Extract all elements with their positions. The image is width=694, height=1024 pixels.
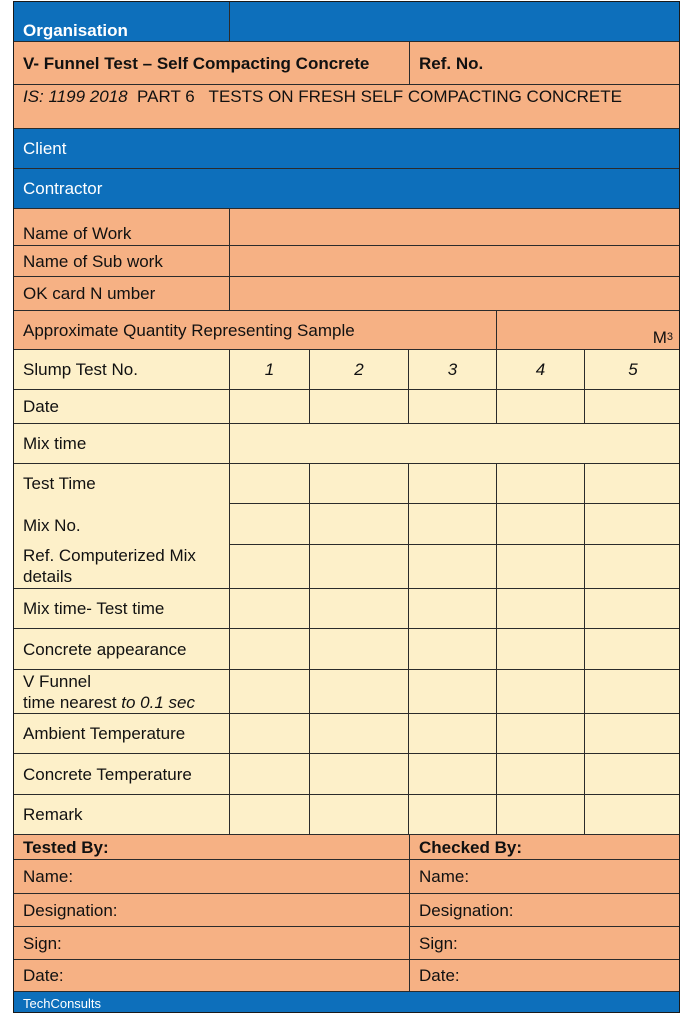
contractor-label: Contractor — [23, 179, 103, 198]
ok-card-label: OK card N umber — [14, 277, 230, 310]
mix-time-value[interactable] — [230, 424, 680, 463]
v-funnel-line2 — [23, 692, 229, 713]
v-funnel-cell[interactable] — [230, 670, 310, 713]
unit-superscript: 3 — [666, 331, 673, 343]
ambient-temp-cell[interactable] — [585, 714, 680, 753]
name-of-work-row — [14, 209, 680, 246]
v-funnel-cell[interactable] — [585, 670, 680, 713]
signoff-header-row — [14, 835, 680, 860]
mix-no-cell[interactable] — [409, 504, 497, 544]
mix-minus-test-cell[interactable] — [310, 589, 409, 628]
appearance-cell[interactable] — [230, 629, 310, 669]
signoff-designation-row — [14, 894, 680, 927]
test-number-3: 3 — [409, 350, 497, 389]
remark-label: Remark — [14, 795, 230, 834]
remark-row — [14, 795, 680, 835]
concrete-temp-cell[interactable] — [585, 754, 680, 794]
mix-minus-test-cell[interactable] — [230, 589, 310, 628]
tested-by-designation[interactable]: Designation: — [14, 894, 410, 926]
tested-by-label: Tested By: — [14, 835, 410, 859]
remark-cell[interactable] — [230, 795, 310, 834]
client-row — [14, 129, 680, 169]
slump-test-label: Slump Test No. — [14, 350, 230, 389]
standard-row — [14, 85, 680, 129]
mix-time-row — [14, 424, 680, 464]
concrete-temp-label: Concrete Temperature — [14, 754, 230, 794]
test-time-cell[interactable] — [409, 464, 497, 503]
signoff-date-row — [14, 960, 680, 992]
standard-text: PART 6 TESTS ON FRESH SELF COMPACTING CONCRETE — [127, 87, 622, 106]
concrete-temp-cell[interactable] — [409, 754, 497, 794]
appearance-row — [14, 629, 680, 670]
mix-no-cell[interactable] — [497, 504, 585, 544]
test-time-cells — [230, 464, 680, 504]
date-cell[interactable] — [310, 390, 409, 423]
organisation-value[interactable] — [230, 2, 680, 41]
contractor-row — [14, 169, 680, 209]
test-time-cell[interactable] — [497, 464, 585, 503]
form-sheet — [13, 1, 680, 1013]
ref-mix-cell[interactable] — [310, 545, 409, 588]
ref-mix-cell[interactable] — [409, 545, 497, 588]
date-label: Date — [14, 390, 230, 423]
name-of-work-label: Name of Work — [14, 209, 230, 245]
v-funnel-line2-italic: to 0.1 sec — [121, 693, 195, 712]
v-funnel-label — [14, 670, 230, 713]
test-details-labels — [14, 464, 230, 588]
ambient-temp-cell[interactable] — [310, 714, 409, 753]
ambient-temp-row — [14, 714, 680, 754]
checked-by-label: Checked By: — [419, 837, 522, 857]
date-cell[interactable] — [497, 390, 585, 423]
concrete-temp-row — [14, 754, 680, 795]
ambient-temp-label: Ambient Temperature — [14, 714, 230, 753]
test-details-grid — [230, 464, 680, 588]
v-funnel-cell[interactable] — [497, 670, 585, 713]
mix-minus-test-cell[interactable] — [409, 589, 497, 628]
sub-work-label: Name of Sub work — [14, 246, 230, 276]
mix-time-label: Mix time — [14, 424, 230, 463]
remark-cell[interactable] — [497, 795, 585, 834]
test-details-block — [14, 464, 680, 589]
checked-by-sign[interactable]: Sign: — [419, 933, 458, 953]
mix-minus-test-label: Mix time- Test time — [14, 589, 230, 628]
sub-work-row — [14, 246, 680, 277]
quantity-row — [14, 311, 680, 350]
checked-by-date[interactable]: Date: — [419, 966, 460, 985]
ref-mix-cell[interactable] — [585, 545, 680, 588]
test-time-cell[interactable] — [310, 464, 409, 503]
ok-card-value[interactable] — [230, 277, 680, 310]
remark-cell[interactable] — [409, 795, 497, 834]
test-number-2: 2 — [310, 350, 409, 389]
form-title: V- Funnel Test – Self Compacting Concrete — [14, 42, 410, 84]
tested-by-date[interactable]: Date: — [14, 960, 410, 991]
slump-test-header-row — [14, 350, 680, 390]
organisation-label: Organisation — [14, 2, 230, 41]
ref-mix-cell[interactable] — [497, 545, 585, 588]
mix-no-cell[interactable] — [585, 504, 680, 544]
mix-no-cells — [230, 504, 680, 545]
concrete-temp-cell[interactable] — [230, 754, 310, 794]
ok-card-row — [14, 277, 680, 311]
concrete-temp-cell[interactable] — [310, 754, 409, 794]
date-cell[interactable] — [409, 390, 497, 423]
standard-code: IS: 1199 2018 — [23, 87, 128, 106]
date-row — [14, 390, 680, 424]
v-funnel-row — [14, 670, 680, 714]
ref-mix-cells — [230, 545, 680, 588]
checked-by-name[interactable]: Name: — [419, 867, 470, 886]
appearance-cell[interactable] — [409, 629, 497, 669]
date-cell[interactable] — [585, 390, 680, 423]
organisation-row — [14, 2, 680, 42]
mix-no-label: Mix No. — [23, 516, 81, 535]
ambient-temp-cell[interactable] — [230, 714, 310, 753]
name-of-work-value[interactable] — [230, 209, 680, 245]
client-label: Client — [23, 139, 67, 158]
test-number-4: 4 — [497, 350, 585, 389]
footer-row — [14, 992, 680, 1013]
quantity-label: Approximate Quantity Representing Sample — [14, 311, 497, 349]
test-time-label: Test Time — [23, 474, 96, 493]
ref-no-label: Ref. No. — [419, 53, 484, 73]
footer-brand: TechConsults — [23, 995, 102, 1011]
appearance-label: Concrete appearance — [14, 629, 230, 669]
standard-reference — [14, 85, 680, 128]
appearance-cell[interactable] — [585, 629, 680, 669]
appearance-cell[interactable] — [497, 629, 585, 669]
appearance-cell[interactable] — [310, 629, 409, 669]
v-funnel-line2-text: time nearest — [23, 693, 122, 712]
ref-mix-cell[interactable] — [230, 545, 310, 588]
ref-mix-label: Ref. Computerized Mix details — [23, 546, 196, 586]
test-time-cell[interactable] — [230, 464, 310, 503]
ambient-temp-cell[interactable] — [409, 714, 497, 753]
mix-minus-test-cell[interactable] — [585, 589, 680, 628]
v-funnel-line1: V Funnel — [23, 672, 92, 691]
test-number-5: 5 — [628, 360, 638, 379]
mix-minus-test-cell[interactable] — [497, 589, 585, 628]
concrete-temp-cell[interactable] — [497, 754, 585, 794]
test-number-1: 1 — [230, 350, 310, 389]
remark-cell[interactable] — [585, 795, 680, 834]
remark-cell[interactable] — [310, 795, 409, 834]
signoff-name-row — [14, 860, 680, 894]
sub-work-value[interactable] — [230, 246, 680, 276]
mix-no-cell[interactable] — [230, 504, 310, 544]
signoff-sign-row — [14, 927, 680, 960]
checked-by-designation[interactable]: Designation: — [419, 900, 514, 920]
mix-no-cell[interactable] — [310, 504, 409, 544]
tested-by-name[interactable]: Name: — [14, 860, 410, 893]
test-time-cell[interactable] — [585, 464, 680, 503]
date-cell[interactable] — [230, 390, 310, 423]
tested-by-sign[interactable]: Sign: — [14, 927, 410, 959]
v-funnel-cell[interactable] — [409, 670, 497, 713]
title-row — [14, 42, 680, 85]
mix-minus-test-row — [14, 589, 680, 629]
quantity-value[interactable] — [497, 311, 680, 349]
unit-label: M — [652, 328, 667, 347]
v-funnel-cell[interactable] — [310, 670, 409, 713]
ambient-temp-cell[interactable] — [497, 714, 585, 753]
